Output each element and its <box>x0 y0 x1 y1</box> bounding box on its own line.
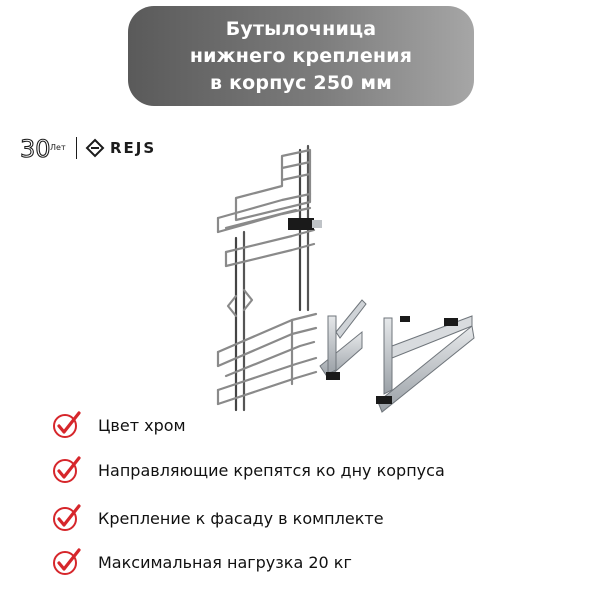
title-banner <box>128 6 474 106</box>
check-icon <box>52 410 84 440</box>
check-icon <box>52 455 84 485</box>
anniversary-number: 30 <box>20 135 51 161</box>
feature-text: Максимальная нагрузка 20 кг <box>98 552 352 572</box>
feature-text: Цвет хром <box>98 415 186 435</box>
list-item <box>52 455 445 485</box>
wire-basket-rack <box>218 146 316 410</box>
title-line-2: нижнего крепления <box>189 44 413 67</box>
check-icon <box>52 547 84 577</box>
product-image <box>200 120 490 420</box>
check-icon <box>52 503 84 533</box>
anniversary-word: Лет <box>50 143 66 152</box>
brand-logo <box>20 135 156 161</box>
list-item <box>52 503 384 533</box>
mounting-bracket <box>288 218 322 230</box>
rejs-logo-icon <box>85 138 105 158</box>
list-item <box>52 547 352 577</box>
feature-text: Направляющие крепятся ко дну корпуса <box>98 460 445 480</box>
runner-rails <box>320 300 474 412</box>
brand-divider <box>76 137 77 159</box>
anniversary-30-logo <box>20 135 72 161</box>
title-line-1: Бутылочница <box>225 17 377 40</box>
brand-name: REJS <box>110 139 157 157</box>
list-item <box>52 410 186 440</box>
feature-text: Крепление к фасаду в комплекте <box>98 508 384 528</box>
title-line-3: в корпус 250 мм <box>210 71 392 94</box>
